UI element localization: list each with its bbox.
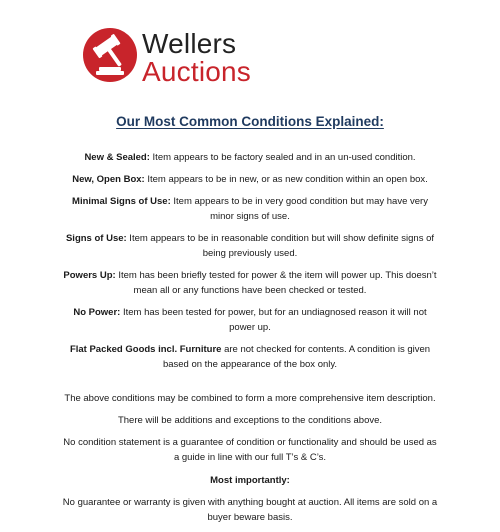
wellers-auctions-logo (82, 27, 262, 87)
condition-term: New, Open Box: (72, 174, 145, 185)
condition-new-sealed (60, 150, 440, 165)
condition-signs-of-use (60, 231, 440, 261)
condition-desc: Item appears to be factory sealed and in an un-used condition. (149, 152, 416, 163)
condition-term: Signs of Use: (65, 233, 127, 244)
condition-desc: are not checked for contents. A condition is given based on the appearance of the box only. (162, 344, 431, 370)
logo-wordmark (142, 30, 251, 86)
condition-term: New & Sealed: (84, 152, 150, 163)
conditions-content (60, 150, 440, 532)
logo-name-line1: Wellers (142, 28, 237, 59)
condition-desc: Item appears to be in reasonable condition but will show definite signs of being previously used. (126, 233, 435, 259)
logo-name-line2: Auctions (142, 56, 251, 87)
condition-powers-up (60, 268, 440, 298)
condition-new-open-box (60, 172, 440, 187)
condition-minimal-signs (60, 194, 440, 224)
condition-term: Powers Up: (63, 270, 116, 281)
condition-desc: Item appears to be in new, or as new condition within an open box. (144, 174, 428, 185)
gavel-icon (82, 27, 138, 83)
spacer (60, 379, 440, 391)
important-text: No guarantee or warranty is given with anything bought at auction. All items are sold on a buyer beware basis. (62, 497, 438, 523)
condition-term: Flat Packed Goods incl. Furniture (69, 344, 222, 355)
condition-desc: Item appears to be in very good condition but may have very minor signs of use. (170, 196, 428, 222)
note-combined: The above conditions may be combined to form a more comprehensive item description. (64, 393, 436, 404)
condition-flat-packed (60, 342, 440, 372)
important-heading: Most importantly: (210, 475, 290, 486)
note-no-guarantee: No condition statement is a guarantee of condition or functionality and should be used as a guide in line with our full T’s & C’s. (63, 437, 437, 463)
condition-term: No Power: (73, 307, 121, 318)
condition-no-power (60, 305, 440, 335)
condition-desc: Item has been tested for power, but for an undiagnosed reason it will not power up. (120, 307, 427, 333)
page-title: Our Most Common Conditions Explained: (116, 114, 384, 129)
note-additions: There will be additions and exceptions to the conditions above. (117, 415, 383, 426)
condition-term: Minimal Signs of Use: (72, 196, 171, 207)
condition-desc: Item has been briefly tested for power & the item will power up. This doesn’t mean all or any functions have been checked or tested. (115, 270, 437, 296)
